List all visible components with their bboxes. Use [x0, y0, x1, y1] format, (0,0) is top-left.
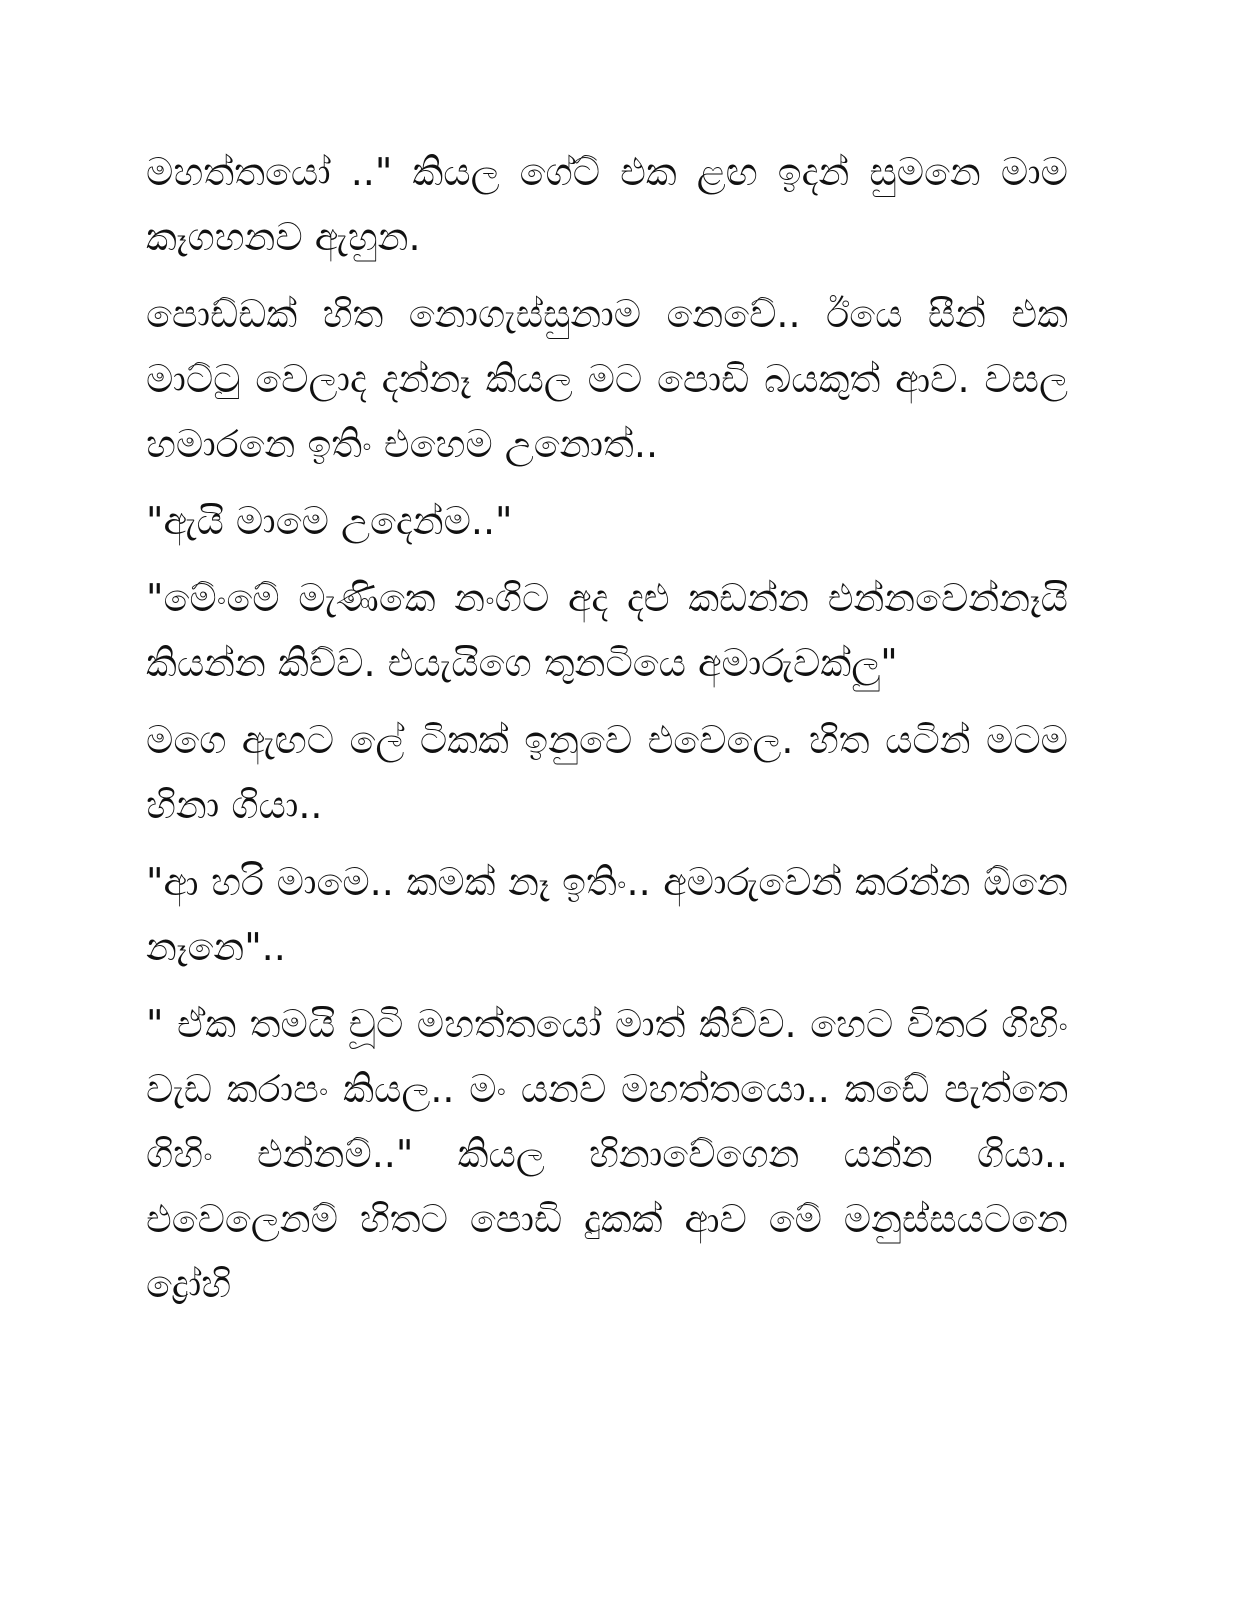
- paragraph: "ඇයි මාමෙ උදෙන්ම..": [146, 499, 513, 543]
- paragraph: මහත්තයෝ .." කියල ගේට් එක ළඟ ඉදන් සුමනෙ මාම කෑගහනව ඇහුන.: [146, 150, 1068, 259]
- paragraph: පොඩ්ඩක් හිත නොගැස්සුනාම නෙවේ.. ඊයෙ සීන් එක මාට්ටු වෙලාද දන්නෑ කියල මට පොඩි බයකුත් ආව. වසල හමාරනෙ ඉතිං එහෙම උනොත්..: [146, 292, 1068, 466]
- paragraph: මගෙ ඇඟට ලේ ටිකක් ඉනුවෙ එවෙලෙ. හිත යටින් මටම හිනා ගියා..: [146, 718, 1068, 827]
- paragraph: "මේංමේ මැණිකෙ නංගිට අද දළු කඩන්න එන්නවෙන්නෑයි කියන්න කිව්ව. එයැයිගෙ තුනටියෙ අමාරුවක්ලු": [146, 576, 1068, 685]
- paragraph: " ඒක තමයි චූටි මහත්තයෝ මාත් කිව්ව. හෙට විතර ගිහිං වැඩ කරාපං කියල.. මං යනව මහත්තයො.. කඩේ පැත්තෙ ගිහිං එන්නම්.." කියල හිනාවේගෙන යන්න ගියා.. එවෙලෙනම් හිතට පොඩි දුකක් ආව මේ මනුස්සයටනෙ ද්‍රෝහි: [146, 1002, 1068, 1306]
- body-text: [146, 140, 1068, 1329]
- paragraph: "ආ හරි මාමෙ.. කමක් නෑ ඉතිං.. අමාරුවෙන් කරන්න ඕනෙ නෑනෙ"..: [146, 860, 1068, 969]
